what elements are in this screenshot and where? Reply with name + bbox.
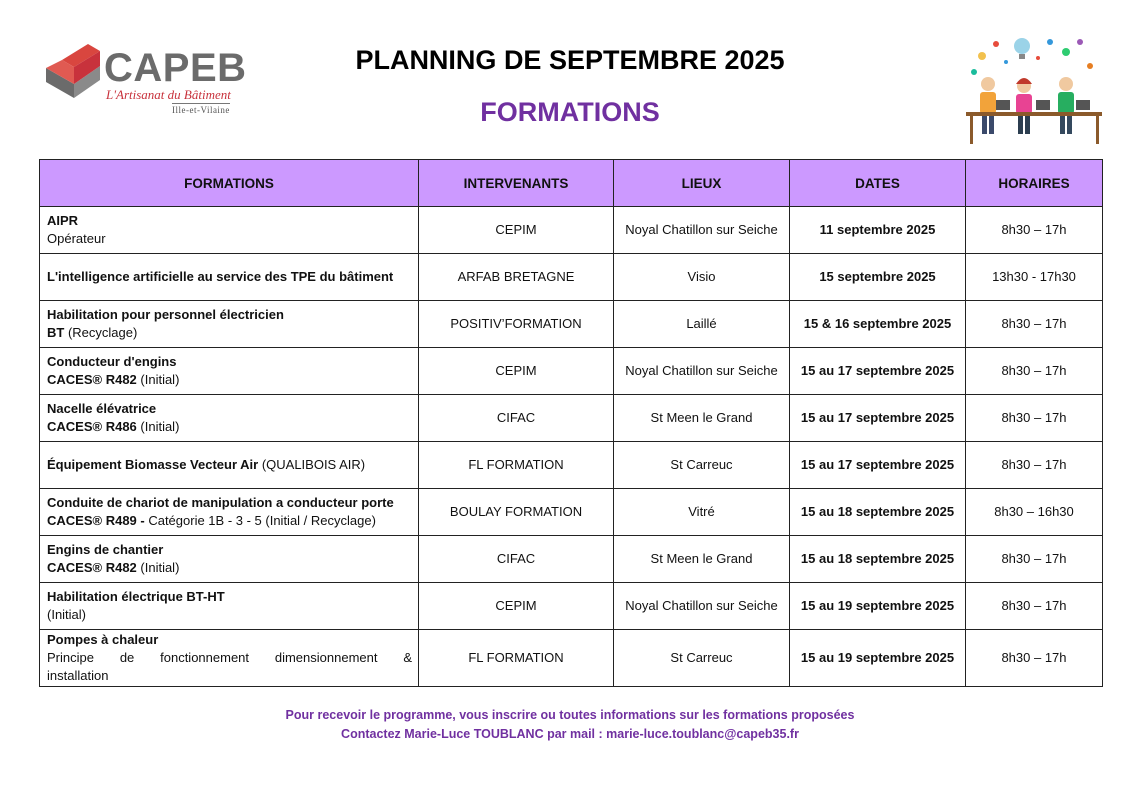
- lieu-cell: St Carreuc: [614, 442, 790, 489]
- lieu-cell: Laillé: [614, 301, 790, 348]
- formation-detail: (Initial): [47, 607, 87, 622]
- intervenant-cell: CIFAC: [419, 536, 614, 583]
- formation-title: Conducteur d'engins: [47, 354, 177, 369]
- horaire-cell: 13h30 - 17h30: [966, 254, 1103, 301]
- logo-name: CAPEB: [104, 46, 247, 90]
- horaire-cell: 8h30 – 17h: [966, 442, 1103, 489]
- intervenant-cell: CEPIM: [419, 348, 614, 395]
- table-row: [40, 348, 1103, 395]
- horaire-cell: 8h30 – 17h: [966, 301, 1103, 348]
- table-row: [40, 536, 1103, 583]
- table-row: [40, 254, 1103, 301]
- formation-cell: [40, 301, 419, 348]
- lieu-cell: St Meen le Grand: [614, 536, 790, 583]
- date-cell: 15 au 19 septembre 2025: [790, 630, 966, 687]
- logo-region: Ille-et-Vilaine: [172, 105, 230, 115]
- formation-detail-cont: installation: [47, 668, 109, 683]
- date-cell: 15 au 17 septembre 2025: [790, 395, 966, 442]
- formation-detail: Opérateur: [47, 231, 106, 246]
- formation-detail-bold: BT: [47, 325, 65, 340]
- intervenant-cell: CEPIM: [419, 583, 614, 630]
- formation-title: Habilitation électrique BT-HT: [47, 589, 225, 604]
- formation-title: Engins de chantier: [47, 542, 164, 557]
- intervenant-cell: CIFAC: [419, 395, 614, 442]
- table-row: [40, 630, 1103, 687]
- date-cell: 11 septembre 2025: [790, 207, 966, 254]
- table-row: [40, 583, 1103, 630]
- header-dates: DATES: [790, 160, 966, 207]
- formation-title: AIPR: [47, 213, 79, 228]
- formation-title: Pompes à chaleur: [47, 632, 159, 647]
- date-cell: 15 au 18 septembre 2025: [790, 489, 966, 536]
- footer: [0, 706, 1140, 744]
- footer-contact: Contactez Marie-Luce TOUBLANC par mail : marie-luce.toublanc@capeb35.fr: [341, 727, 799, 741]
- lieu-cell: Noyal Chatillon sur Seiche: [614, 348, 790, 395]
- formation-cell: [40, 207, 419, 254]
- lieu-cell: Vitré: [614, 489, 790, 536]
- horaire-cell: 8h30 – 17h: [966, 536, 1103, 583]
- formation-detail: (Initial): [136, 372, 180, 387]
- logo-tagline: L'Artisanat du Bâtiment: [106, 87, 231, 102]
- date-cell: 15 au 19 septembre 2025: [790, 583, 966, 630]
- page-subtitle: FORMATIONS: [480, 97, 660, 127]
- header-formations: FORMATIONS: [40, 160, 419, 207]
- formation-title: Nacelle élévatrice: [47, 401, 157, 416]
- formation-title: Équipement Biomasse Vecteur Air: [47, 457, 259, 472]
- formation-title: L'intelligence artificielle au service des TPE du bâtiment: [47, 269, 394, 284]
- intervenant-cell: FL FORMATION: [419, 630, 614, 687]
- date-cell: 15 au 17 septembre 2025: [790, 348, 966, 395]
- date-cell: 15 septembre 2025: [790, 254, 966, 301]
- lieu-cell: St Carreuc: [614, 630, 790, 687]
- lieu-cell: Visio: [614, 254, 790, 301]
- formation-cell: [40, 395, 419, 442]
- formation-detail-bold: CACES® R482: [47, 372, 137, 387]
- horaire-cell: 8h30 – 17h: [966, 348, 1103, 395]
- horaire-cell: 8h30 – 17h: [966, 630, 1103, 687]
- formation-cell: [40, 442, 419, 489]
- formation-detail: Catégorie 1B - 3 - 5 (Initial / Recyclage): [144, 513, 376, 528]
- formation-cell: [40, 630, 419, 687]
- header-lieux: LIEUX: [614, 160, 790, 207]
- horaire-cell: 8h30 – 17h: [966, 395, 1103, 442]
- intervenant-cell: CEPIM: [419, 207, 614, 254]
- intervenant-cell: ARFAB BRETAGNE: [419, 254, 614, 301]
- lieu-cell: Noyal Chatillon sur Seiche: [614, 583, 790, 630]
- formation-title-suffix: (QUALIBOIS AIR): [258, 457, 366, 472]
- intervenant-cell: BOULAY FORMATION: [419, 489, 614, 536]
- formation-detail: (Initial): [136, 560, 180, 575]
- formation-title: Conduite de chariot de manipulation a conducteur porte: [47, 495, 394, 510]
- formation-cell: [40, 254, 419, 301]
- lieu-cell: Noyal Chatillon sur Seiche: [614, 207, 790, 254]
- planning-table: [39, 159, 1103, 687]
- table-row: [40, 301, 1103, 348]
- formation-cell: [40, 489, 419, 536]
- date-cell: 15 & 16 septembre 2025: [790, 301, 966, 348]
- formation-cell: [40, 583, 419, 630]
- table-row: [40, 442, 1103, 489]
- table-row: [40, 395, 1103, 442]
- table-header-row: [40, 160, 1103, 207]
- page-title: PLANNING DE SEPTEMBRE 2025: [355, 45, 785, 75]
- intervenant-cell: FL FORMATION: [419, 442, 614, 489]
- date-cell: 15 au 17 septembre 2025: [790, 442, 966, 489]
- lieu-cell: St Meen le Grand: [614, 395, 790, 442]
- formation-detail-bold: CACES® R482: [47, 560, 137, 575]
- horaire-cell: 8h30 – 17h: [966, 583, 1103, 630]
- footer-line1: Pour recevoir le programme, vous inscrire ou toutes informations sur les formations proposées: [285, 708, 855, 722]
- date-cell: 15 au 18 septembre 2025: [790, 536, 966, 583]
- formation-detail-bold: CACES® R489 -: [47, 513, 145, 528]
- people-at-desk-illustration: [962, 34, 1106, 146]
- formation-cell: [40, 348, 419, 395]
- table-row: [40, 207, 1103, 254]
- formation-detail-bold: CACES® R486: [47, 419, 137, 434]
- formation-detail: Principe de fonctionnement dimensionnement &: [47, 650, 412, 665]
- intervenant-cell: POSITIV’FORMATION: [419, 301, 614, 348]
- horaire-cell: 8h30 – 17h: [966, 207, 1103, 254]
- formation-cell: [40, 536, 419, 583]
- table-row: [40, 489, 1103, 536]
- horaire-cell: 8h30 – 16h30: [966, 489, 1103, 536]
- formation-detail: (Initial): [136, 419, 180, 434]
- formation-title: Habilitation pour personnel électricien: [47, 307, 284, 322]
- header-horaires: HORAIRES: [966, 160, 1103, 207]
- formation-detail: (Recyclage): [64, 325, 138, 340]
- header-intervenants: INTERVENANTS: [419, 160, 614, 207]
